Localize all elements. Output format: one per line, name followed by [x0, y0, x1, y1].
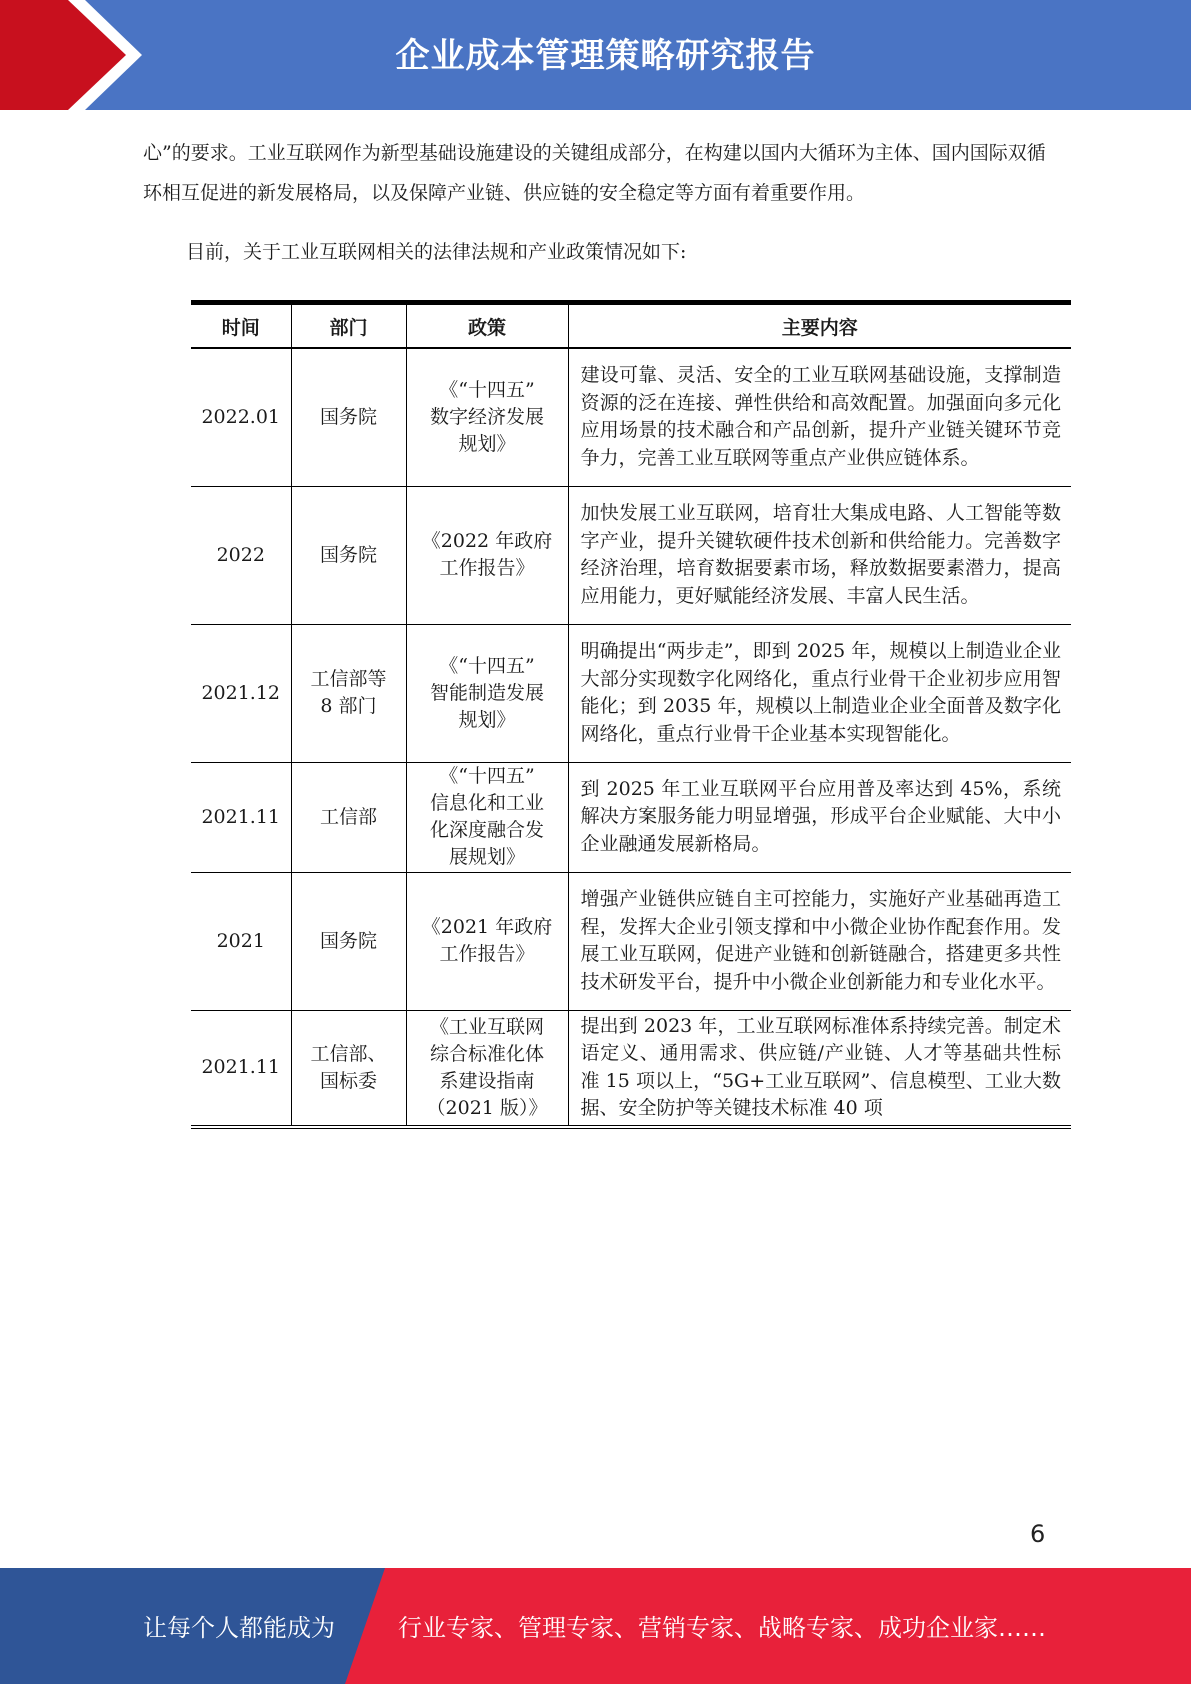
cell-content: 明确提出“两步走”，即到 2025 年，规模以上制造业企业大部分实现数字化网络化，重点行业骨干企业初步应用智能化；到 2035 年，规模以上制造业企业全面普及数字化网络化，重点行业骨干企业基本实现智能化。 [568, 624, 1071, 762]
cell-dept: 国务院 [291, 872, 406, 1010]
cell-time: 2021.11 [191, 762, 291, 872]
cell-policy: 《工业互联网 综合标准化体 系建设指南 （2021 版）》 [406, 1010, 568, 1127]
policy-table [191, 300, 1071, 1129]
page-footer [0, 1568, 1191, 1684]
cell-content: 增强产业链供应链自主可控能力，实施好产业基础再造工程，发挥大企业引领支撑和中小微企业协作配套作用。发展工业互联网，促进产业链和创新链融合，搭建更多共性技术研发平台，提升中小微企业创新能力和专业化水平。 [568, 872, 1071, 1010]
table-row [191, 762, 1071, 872]
cell-policy: 《“十四五” 信息化和工业 化深度融合发 展规划》 [406, 762, 568, 872]
cell-policy: 《“十四五” 数字经济发展 规划》 [406, 348, 568, 486]
cell-policy: 《“十四五” 智能制造发展 规划》 [406, 624, 568, 762]
cell-content: 加快发展工业互联网，培育壮大集成电路、人工智能等数字产业，提升关键软硬件技术创新和供给能力。完善数字经济治理，培育数据要素市场，释放数据要素潜力，提高应用能力，更好赋能经济发展、丰富人民生活。 [568, 486, 1071, 624]
cell-dept: 工信部等 8 部门 [291, 624, 406, 762]
column-header-time: 时间 [191, 303, 291, 349]
cell-content: 到 2025 年工业互联网平台应用普及率达到 45%，系统解决方案服务能力明显增强，形成平台企业赋能、大中小企业融通发展新格局。 [568, 762, 1071, 872]
table-row [191, 624, 1071, 762]
cell-dept: 国务院 [291, 486, 406, 624]
table-row [191, 486, 1071, 624]
cell-dept: 工信部 [291, 762, 406, 872]
table-row [191, 348, 1071, 486]
cell-time: 2022.01 [191, 348, 291, 486]
table-row [191, 872, 1071, 1010]
column-header-content: 主要内容 [568, 303, 1071, 349]
table-intro-paragraph: 目前，关于工业互联网相关的法律法规和产业政策情况如下: [186, 241, 687, 263]
body-paragraph: 心”的要求。工业互联网作为新型基础设施建设的关键组成部分，在构建以国内大循环为主体、国内国际双循环相互促进的新发展格局，以及保障产业链、供应链的安全稳定等方面有着重要作用。 [143, 142, 1046, 204]
cell-policy: 《2021 年政府 工作报告》 [406, 872, 568, 1010]
cell-content: 建设可靠、灵活、安全的工业互联网基础设施，支撑制造资源的泛在连接、弹性供给和高效配置。加强面向多元化应用场景的技术融合和产品创新，提升产业链关键环节竞争力，完善工业互联网等重点产业供应链体系。 [568, 348, 1071, 486]
cell-dept: 工信部、 国标委 [291, 1010, 406, 1127]
cell-time: 2021.11 [201, 1056, 281, 1078]
cell-time: 2022 [191, 486, 291, 624]
footer-slogan-right: 行业专家、管理专家、营销专家、战略专家、成功企业家…… [398, 1614, 1046, 1642]
cell-dept: 国务院 [291, 348, 406, 486]
column-header-policy: 政策 [406, 303, 568, 349]
cell-time: 2021 [191, 872, 291, 1010]
cell-time: 2021.12 [191, 624, 291, 762]
cell-policy: 《2022 年政府 工作报告》 [406, 486, 568, 624]
page-header [0, 0, 1191, 110]
column-header-dept: 部门 [291, 303, 406, 349]
header-title: 企业成本管理策略研究报告 [395, 36, 816, 76]
table-row [191, 1010, 1071, 1127]
table-header-row [191, 303, 1071, 349]
cell-content: 提出到 2023 年，工业互联网标准体系持续完善。制定术语定义、通用需求、供应链/产业链、人才等基础共性标准 15 项以上，“5G+工业互联网”、信息模型、工业大数据、安全防护等关键技术标准 40 项 [568, 1010, 1071, 1127]
footer-slogan-left: 让每个人都能成为 [143, 1614, 335, 1642]
page-number: 6 [1030, 1520, 1046, 1548]
